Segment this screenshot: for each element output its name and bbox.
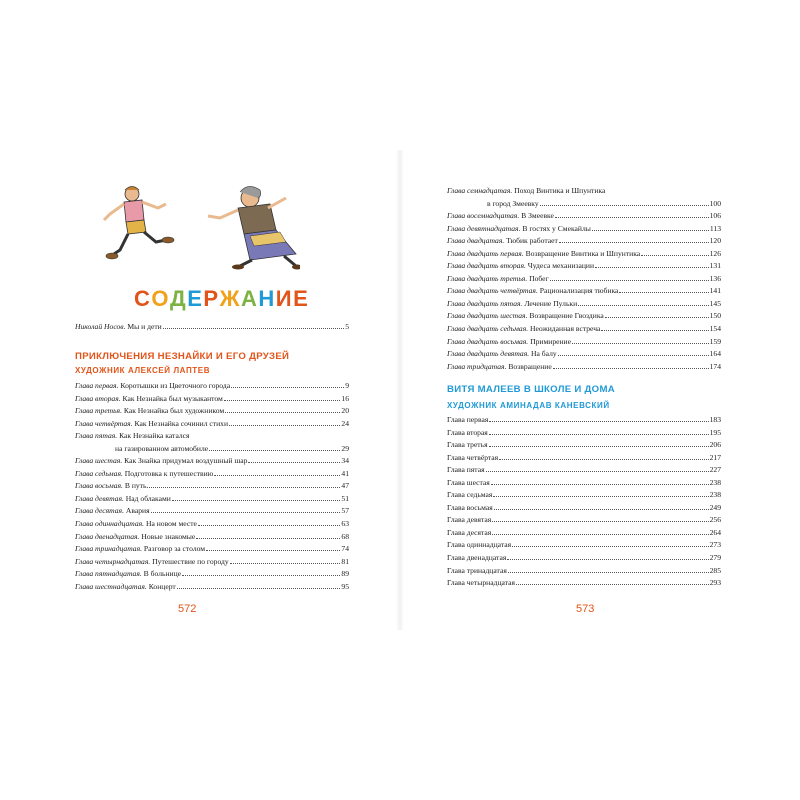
toc-line [447,566,721,579]
toc-label: Глава четвёртая [447,452,499,462]
toc-label: Глава семнадцатая. Поход Винтика и Шпунтика [447,186,606,195]
toc-label: Глава девятая. Над облаками [75,493,171,503]
toc-label: Глава двадцать четвёртая. Рационализация тюбика [447,286,619,296]
toc-line [75,557,349,570]
page-number-left: 572 [178,603,197,615]
toc-label: Глава пятнадцатая. В больнице [75,569,182,579]
right-page [400,0,800,800]
toc-label: Глава десятая [447,527,492,537]
toc-page-number: 63 [341,519,349,529]
toc-label: Глава шестая. Как Знайка придумал воздушный шар [75,456,248,466]
toc-label: Глава первая. Коротышки из Цветочного города [75,381,231,390]
toc-page-number: 34 [341,456,349,466]
toc-label: Глава двадцать первая. Возвращение Винтика и Шпунтика [447,248,641,258]
toc-label: Глава третья [447,440,488,450]
page-number-right: 573 [576,603,595,615]
toc-line: Николай Носов. Мы и дети 5 [75,322,349,331]
toc-list-right [447,186,721,374]
toc-line [447,274,721,287]
toc-label: Глава вторая. Как Незнайка был музыкантом [75,393,223,403]
toc-page-number: 57 [341,506,349,516]
toc-line [75,381,349,394]
toc-label: Глава двадцать третья. Побег [447,273,549,283]
section-title-vitya: ВИТЯ МАЛЕЕВ В ШКОЛЕ И ДОМА [447,384,615,395]
toc-page-number: 279 [709,553,721,563]
toc-label: Глава двадцать девятая. На балу [447,349,557,359]
toc-page-number: 106 [709,211,721,221]
section-artist-kanevsky: ХУДОЖНИК АМИНАДАВ КАНЕВСКИЙ [447,401,610,410]
toc-page-number: 217 [709,452,721,462]
toc-page-number: 164 [709,349,721,359]
title-letter: А [240,286,259,311]
toc-line [447,540,721,553]
toc-line [75,532,349,545]
toc-line [447,211,721,224]
toc-line [447,249,721,262]
toc-label: Глава восемнадцатая. В Змеевке [447,211,554,221]
toc-page-number: 206 [709,440,721,450]
title-letter: И [275,286,294,311]
toc-label: Глава девятая [447,515,492,525]
title-letter: Р [203,286,220,311]
toc-page-number: 16 [341,393,349,403]
toc-label: Глава двадцать восьмая. Примирение [447,336,571,346]
toc-label: на газированном автомобиле [115,443,209,453]
toc-label: Глава двадцатая. Тюбик работает [447,236,558,246]
toc-line [75,481,349,494]
toc-line [447,337,721,350]
toc-line [75,494,349,507]
toc-page-number: 256 [709,515,721,525]
toc-page-number: 81 [341,556,349,566]
boy-figure [104,187,174,260]
toc-line [447,478,721,491]
toc-line [447,186,721,199]
toc-label: Глава двадцать шестая. Возвращение Гвоздика [447,311,604,321]
toc-page-number: 100 [709,198,721,208]
toc-page-number: 120 [709,236,721,246]
toc-label: Глава первая [447,415,489,424]
toc-page-number: 264 [709,527,721,537]
toc-line [447,349,721,362]
toc-line [447,199,721,212]
toc-line [447,236,721,249]
toc-page-number: 273 [709,540,721,550]
intro-entry [75,322,349,335]
toc-label: Глава тридцатая. Возвращение [447,361,552,371]
toc-line [447,453,721,466]
toc-line [447,224,721,237]
toc-label: Глава девятнадцатая. В гостях у Смекайлы [447,223,591,233]
toc-line [447,415,721,428]
toc-line [447,553,721,566]
toc-line [447,490,721,503]
toc-line [75,469,349,482]
toc-page-number: 238 [709,490,721,500]
toc-page-number: 89 [341,569,349,579]
toc-line [75,569,349,582]
toc-page-number: 9 [345,381,349,390]
title-letter: С [134,286,152,311]
toc-label: Глава седьмая [447,490,493,500]
toc-label: Глава третья. Как Незнайка был художником [75,406,225,416]
toc-label: Глава двенадцатая. Новые знакомые [75,531,196,541]
toc-label: Глава восьмая [447,502,493,512]
old-woman-figure [208,186,300,269]
toc-label: Глава двенадцатая [447,553,507,563]
toc-line [75,582,349,595]
toc-line [75,506,349,519]
toc-label: Глава пятая [447,465,485,475]
toc-page-number: 74 [341,544,349,554]
title-letter: Н [258,286,276,311]
toc-line [447,362,721,375]
toc-label: Глава четвёртая. Как Незнайка сочинил стихи [75,418,229,428]
toc-label: Глава четырнадцатая. Путешествие по городу [75,556,229,566]
toc-label: Глава пятая. Как Незнайка катался [75,431,190,441]
toc-line [75,544,349,557]
toc-label: Глава шестая [447,477,490,487]
toc-label: Глава четырнадцатая [447,578,515,588]
toc-label: Глава тринадцатая. Разговор за столом [75,544,206,554]
toc-page-number: 285 [709,565,721,575]
toc-page-number: 141 [709,286,721,296]
toc-line [447,299,721,312]
toc-line [447,261,721,274]
toc-line [447,515,721,528]
toc-label: Глава тринадцатая [447,565,507,575]
toc-page-number: 95 [341,581,349,591]
toc-page-number: 29 [341,443,349,453]
toc-page-number: 126 [709,248,721,258]
toc-label: Глава одиннадцатая [447,540,512,550]
toc-page-number: 24 [341,418,349,428]
toc-page-number: 174 [709,361,721,371]
toc-label: Глава восьмая. В путь [75,481,147,491]
toc-page-number: 195 [709,427,721,437]
toc-line [447,440,721,453]
toc-page-number: 145 [709,298,721,308]
toc-page-number: 159 [709,336,721,346]
toc-line [75,456,349,469]
toc-line [75,519,349,532]
toc-line [75,406,349,419]
toc-page-number: 154 [709,324,721,334]
section-title-neznaika: ПРИКЛЮЧЕНИЯ НЕЗНАЙКИ И ЕГО ДРУЗЕЙ [75,351,290,362]
toc-line [75,419,349,432]
toc-line [447,578,721,591]
toc-line [75,431,349,444]
toc-page-number: 249 [709,502,721,512]
title-letter: Е [293,286,310,311]
toc-page-number: 20 [341,406,349,416]
title-letter: Д [170,286,188,311]
title-letter: О [151,286,171,311]
toc-line [447,311,721,324]
toc-label: Глава шестнадцатая. Концерт [75,581,176,591]
contents-title [134,286,309,312]
toc-page-number: 131 [709,261,721,271]
toc-label: Глава двадцать седьмая. Неожиданная встреча [447,324,601,334]
toc-list-left [75,381,349,594]
toc-label: Глава одиннадцатая. На новом месте [75,519,197,529]
toc-page-number: 136 [709,273,721,283]
toc-label: Глава двадцать пятая. Лечение Пульки [447,298,578,308]
toc-page-number: 47 [341,481,349,491]
toc-page-number: 183 [709,415,721,424]
toc-line [447,428,721,441]
toc-label: Глава седьмая. Подготовка к путешествию [75,468,214,478]
toc-label: Глава десятая. Авария [75,506,150,516]
title-letter: Е [187,286,204,311]
toc-page-number: 293 [709,578,721,588]
running-children-illustration [100,180,300,270]
toc-label: в город Змеевку [487,198,539,208]
toc-label: Глава двадцать вторая. Чудеса механизации [447,261,595,271]
toc-line [447,286,721,299]
toc-line [75,394,349,407]
toc-page-number: 238 [709,477,721,487]
toc-page-number: 51 [341,493,349,503]
toc-page-number: 68 [341,531,349,541]
toc-page-number: 227 [709,465,721,475]
toc-line [447,465,721,478]
toc-list-vitya [447,415,721,591]
title-letter: Ж [219,286,241,311]
toc-line [447,528,721,541]
toc-page-number: 113 [709,223,721,233]
toc-line [447,324,721,337]
toc-line [447,503,721,516]
toc-label: Глава вторая [447,427,488,437]
section-artist-laptev: ХУДОЖНИК АЛЕКСЕЙ ЛАПТЕВ [75,366,211,375]
toc-line [75,444,349,457]
toc-page-number: 41 [341,468,349,478]
toc-page-number: 150 [709,311,721,321]
